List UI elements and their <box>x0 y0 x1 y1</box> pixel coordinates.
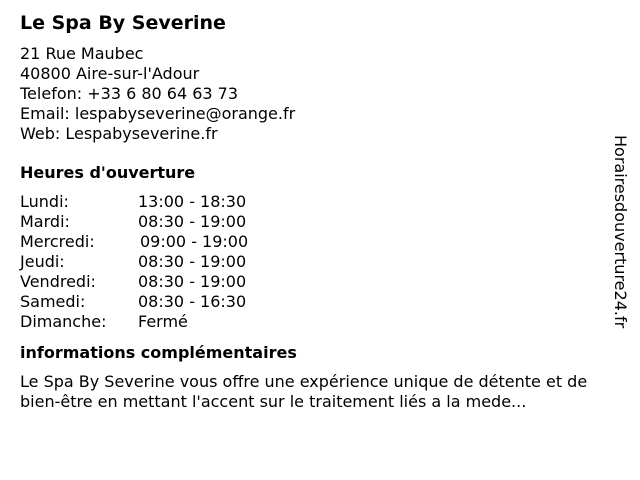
business-name: Le Spa By Severine <box>20 12 226 34</box>
address-street: 21 Rue Maubec <box>20 44 144 63</box>
opening-hours-table <box>20 192 610 332</box>
day-label: Mercredi: <box>20 232 95 251</box>
time-range: 08:30 - 19:00 <box>138 252 247 271</box>
day-label: Jeudi: <box>20 252 65 271</box>
email-line: Email: lespabyseverine@orange.fr <box>20 104 296 123</box>
day-label: Lundi: <box>20 192 69 211</box>
phone-line: Telefon: +33 6 80 64 63 73 <box>20 84 239 103</box>
hours-row-jeudi <box>20 252 610 272</box>
site-watermark-label: Horairesdouverture24.fr <box>611 135 630 329</box>
time-range: 09:00 - 19:00 <box>140 232 249 251</box>
hours-row-mardi <box>20 212 610 232</box>
closed-label: Fermé <box>138 312 188 331</box>
day-label: Vendredi: <box>20 272 96 291</box>
time-range: 13:00 - 18:30 <box>138 192 247 211</box>
hours-row-dimanche <box>20 312 610 332</box>
contact-block <box>20 44 610 144</box>
business-description: Le Spa By Severine vous offre une expérience unique de détente et de bien-être en mettant l'accent sur le traitement liés a la mede... <box>20 372 588 411</box>
time-range: 08:30 - 16:30 <box>138 292 247 311</box>
time-range: 08:30 - 19:00 <box>138 212 247 231</box>
business-card <box>20 10 610 412</box>
day-label: Dimanche: <box>20 312 107 331</box>
hours-row-samedi <box>20 292 610 312</box>
time-range: 08:30 - 19:00 <box>138 272 247 291</box>
day-label: Mardi: <box>20 212 70 231</box>
address-city: 40800 Aire-sur-l'Adour <box>20 64 200 83</box>
web-line: Web: Lespabyseverine.fr <box>20 124 218 143</box>
hours-row-vendredi <box>20 272 610 292</box>
additional-info-heading: informations complémentaires <box>20 343 297 362</box>
day-label: Samedi: <box>20 292 86 311</box>
opening-hours-heading: Heures d'ouverture <box>20 163 196 182</box>
hours-row-mercredi <box>20 232 610 252</box>
hours-row-lundi <box>20 192 610 212</box>
